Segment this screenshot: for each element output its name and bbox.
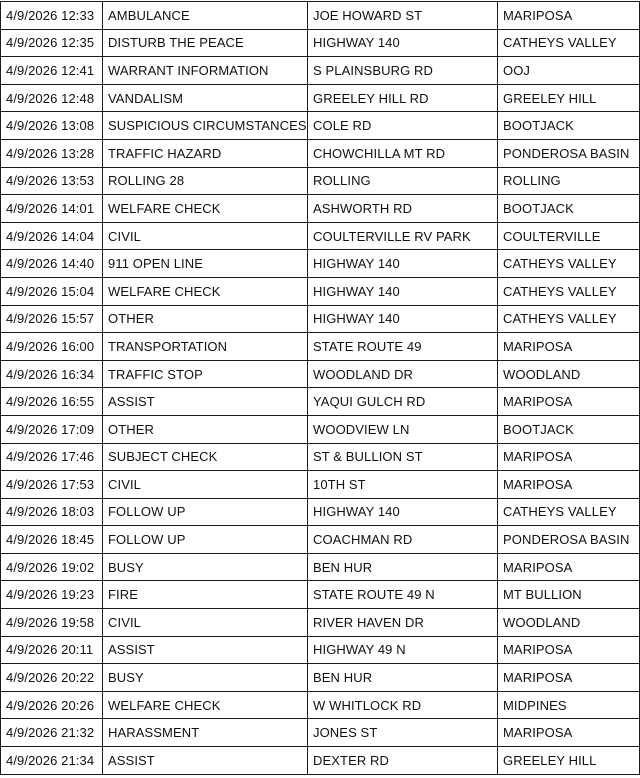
table-row	[1, 609, 640, 637]
call-type-cell: ASSIST	[103, 636, 308, 664]
date-time-cell: 4/9/2026 17:46	[1, 443, 103, 471]
table-row	[1, 636, 640, 664]
date-time-cell: 4/9/2026 20:11	[1, 636, 103, 664]
table-row	[1, 222, 640, 250]
table-row	[1, 388, 640, 416]
location-cell: STATE ROUTE 49 N	[308, 581, 498, 609]
location-cell: JONES ST	[308, 719, 498, 747]
area-cell: MARIPOSA	[498, 333, 640, 361]
area-cell: MARIPOSA	[498, 443, 640, 471]
date-time-cell: 4/9/2026 12:35	[1, 29, 103, 57]
date-time-cell: 4/9/2026 13:08	[1, 112, 103, 140]
date-time-cell: 4/9/2026 21:34	[1, 747, 103, 775]
call-log-body	[1, 2, 640, 775]
location-cell: ST & BULLION ST	[308, 443, 498, 471]
date-time-cell: 4/9/2026 13:28	[1, 139, 103, 167]
area-cell: MARIPOSA	[498, 636, 640, 664]
table-row	[1, 498, 640, 526]
location-cell: ROLLING	[308, 167, 498, 195]
call-type-cell: CIVIL	[103, 222, 308, 250]
area-cell: MT BULLION	[498, 581, 640, 609]
call-type-cell: OTHER	[103, 305, 308, 333]
area-cell: GREELEY HILL	[498, 84, 640, 112]
call-type-cell: CIVIL	[103, 471, 308, 499]
area-cell: MARIPOSA	[498, 2, 640, 30]
area-cell: BOOTJACK	[498, 415, 640, 443]
location-cell: HIGHWAY 140	[308, 305, 498, 333]
area-cell: MARIPOSA	[498, 471, 640, 499]
table-row	[1, 112, 640, 140]
call-type-cell: WARRANT INFORMATION	[103, 57, 308, 85]
location-cell: COLE RD	[308, 112, 498, 140]
area-cell: CATHEYS VALLEY	[498, 277, 640, 305]
location-cell: BEN HUR	[308, 664, 498, 692]
table-row	[1, 415, 640, 443]
call-type-cell: TRAFFIC STOP	[103, 360, 308, 388]
table-row	[1, 471, 640, 499]
date-time-cell: 4/9/2026 20:26	[1, 691, 103, 719]
table-row	[1, 250, 640, 278]
call-type-cell: FOLLOW UP	[103, 526, 308, 554]
area-cell: WOODLAND	[498, 360, 640, 388]
location-cell: COULTERVILLE RV PARK	[308, 222, 498, 250]
table-row	[1, 581, 640, 609]
location-cell: JOE HOWARD ST	[308, 2, 498, 30]
area-cell: CATHEYS VALLEY	[498, 305, 640, 333]
call-type-cell: BUSY	[103, 553, 308, 581]
date-time-cell: 4/9/2026 16:00	[1, 333, 103, 361]
call-type-cell: TRAFFIC HAZARD	[103, 139, 308, 167]
table-row	[1, 333, 640, 361]
location-cell: GREELEY HILL RD	[308, 84, 498, 112]
area-cell: CATHEYS VALLEY	[498, 498, 640, 526]
call-type-cell: HARASSMENT	[103, 719, 308, 747]
location-cell: DEXTER RD	[308, 747, 498, 775]
call-type-cell: SUSPICIOUS CIRCUMSTANCES	[103, 112, 308, 140]
location-cell: BEN HUR	[308, 553, 498, 581]
table-row	[1, 443, 640, 471]
area-cell: OOJ	[498, 57, 640, 85]
location-cell: ASHWORTH RD	[308, 195, 498, 223]
call-type-cell: BUSY	[103, 664, 308, 692]
date-time-cell: 4/9/2026 12:48	[1, 84, 103, 112]
call-type-cell: DISTURB THE PEACE	[103, 29, 308, 57]
call-type-cell: WELFARE CHECK	[103, 691, 308, 719]
area-cell: CATHEYS VALLEY	[498, 29, 640, 57]
date-time-cell: 4/9/2026 17:53	[1, 471, 103, 499]
table-row	[1, 747, 640, 775]
location-cell: STATE ROUTE 49	[308, 333, 498, 361]
table-row	[1, 719, 640, 747]
area-cell: MARIPOSA	[498, 719, 640, 747]
date-time-cell: 4/9/2026 13:53	[1, 167, 103, 195]
location-cell: HIGHWAY 140	[308, 29, 498, 57]
call-type-cell: SUBJECT CHECK	[103, 443, 308, 471]
area-cell: ROLLING	[498, 167, 640, 195]
location-cell: HIGHWAY 140	[308, 250, 498, 278]
call-type-cell: AMBULANCE	[103, 2, 308, 30]
call-type-cell: ASSIST	[103, 747, 308, 775]
date-time-cell: 4/9/2026 18:03	[1, 498, 103, 526]
location-cell: CHOWCHILLA MT RD	[308, 139, 498, 167]
table-row	[1, 139, 640, 167]
location-cell: W WHITLOCK RD	[308, 691, 498, 719]
table-row	[1, 167, 640, 195]
date-time-cell: 4/9/2026 16:34	[1, 360, 103, 388]
date-time-cell: 4/9/2026 15:04	[1, 277, 103, 305]
area-cell: MIDPINES	[498, 691, 640, 719]
location-cell: RIVER HAVEN DR	[308, 609, 498, 637]
area-cell: MARIPOSA	[498, 664, 640, 692]
call-type-cell: VANDALISM	[103, 84, 308, 112]
table-row	[1, 57, 640, 85]
area-cell: WOODLAND	[498, 609, 640, 637]
area-cell: PONDEROSA BASIN	[498, 526, 640, 554]
table-row	[1, 195, 640, 223]
date-time-cell: 4/9/2026 17:09	[1, 415, 103, 443]
date-time-cell: 4/9/2026 19:23	[1, 581, 103, 609]
date-time-cell: 4/9/2026 19:02	[1, 553, 103, 581]
table-row	[1, 305, 640, 333]
date-time-cell: 4/9/2026 12:33	[1, 2, 103, 30]
area-cell: MARIPOSA	[498, 388, 640, 416]
area-cell: CATHEYS VALLEY	[498, 250, 640, 278]
location-cell: 10TH ST	[308, 471, 498, 499]
location-cell: COACHMAN RD	[308, 526, 498, 554]
date-time-cell: 4/9/2026 14:40	[1, 250, 103, 278]
location-cell: HIGHWAY 140	[308, 498, 498, 526]
area-cell: MARIPOSA	[498, 553, 640, 581]
table-row	[1, 277, 640, 305]
call-type-cell: CIVIL	[103, 609, 308, 637]
area-cell: GREELEY HILL	[498, 747, 640, 775]
location-cell: HIGHWAY 140	[308, 277, 498, 305]
date-time-cell: 4/9/2026 20:22	[1, 664, 103, 692]
location-cell: YAQUI GULCH RD	[308, 388, 498, 416]
date-time-cell: 4/9/2026 12:41	[1, 57, 103, 85]
area-cell: PONDEROSA BASIN	[498, 139, 640, 167]
table-row	[1, 84, 640, 112]
table-row	[1, 691, 640, 719]
date-time-cell: 4/9/2026 14:04	[1, 222, 103, 250]
location-cell: WOODVIEW LN	[308, 415, 498, 443]
call-type-cell: TRANSPORTATION	[103, 333, 308, 361]
date-time-cell: 4/9/2026 19:58	[1, 609, 103, 637]
call-type-cell: WELFARE CHECK	[103, 195, 308, 223]
area-cell: COULTERVILLE	[498, 222, 640, 250]
area-cell: BOOTJACK	[498, 112, 640, 140]
call-type-cell: ROLLING 28	[103, 167, 308, 195]
date-time-cell: 4/9/2026 21:32	[1, 719, 103, 747]
table-row	[1, 664, 640, 692]
date-time-cell: 4/9/2026 18:45	[1, 526, 103, 554]
date-time-cell: 4/9/2026 15:57	[1, 305, 103, 333]
call-type-cell: OTHER	[103, 415, 308, 443]
location-cell: HIGHWAY 49 N	[308, 636, 498, 664]
call-type-cell: FOLLOW UP	[103, 498, 308, 526]
location-cell: WOODLAND DR	[308, 360, 498, 388]
call-type-cell: WELFARE CHECK	[103, 277, 308, 305]
date-time-cell: 4/9/2026 16:55	[1, 388, 103, 416]
date-time-cell: 4/9/2026 14:01	[1, 195, 103, 223]
table-row	[1, 526, 640, 554]
call-log-table	[0, 1, 640, 775]
area-cell: BOOTJACK	[498, 195, 640, 223]
table-row	[1, 29, 640, 57]
location-cell: S PLAINSBURG RD	[308, 57, 498, 85]
table-row	[1, 2, 640, 30]
table-row	[1, 360, 640, 388]
call-type-cell: FIRE	[103, 581, 308, 609]
call-type-cell: ASSIST	[103, 388, 308, 416]
table-row	[1, 553, 640, 581]
call-type-cell: 911 OPEN LINE	[103, 250, 308, 278]
